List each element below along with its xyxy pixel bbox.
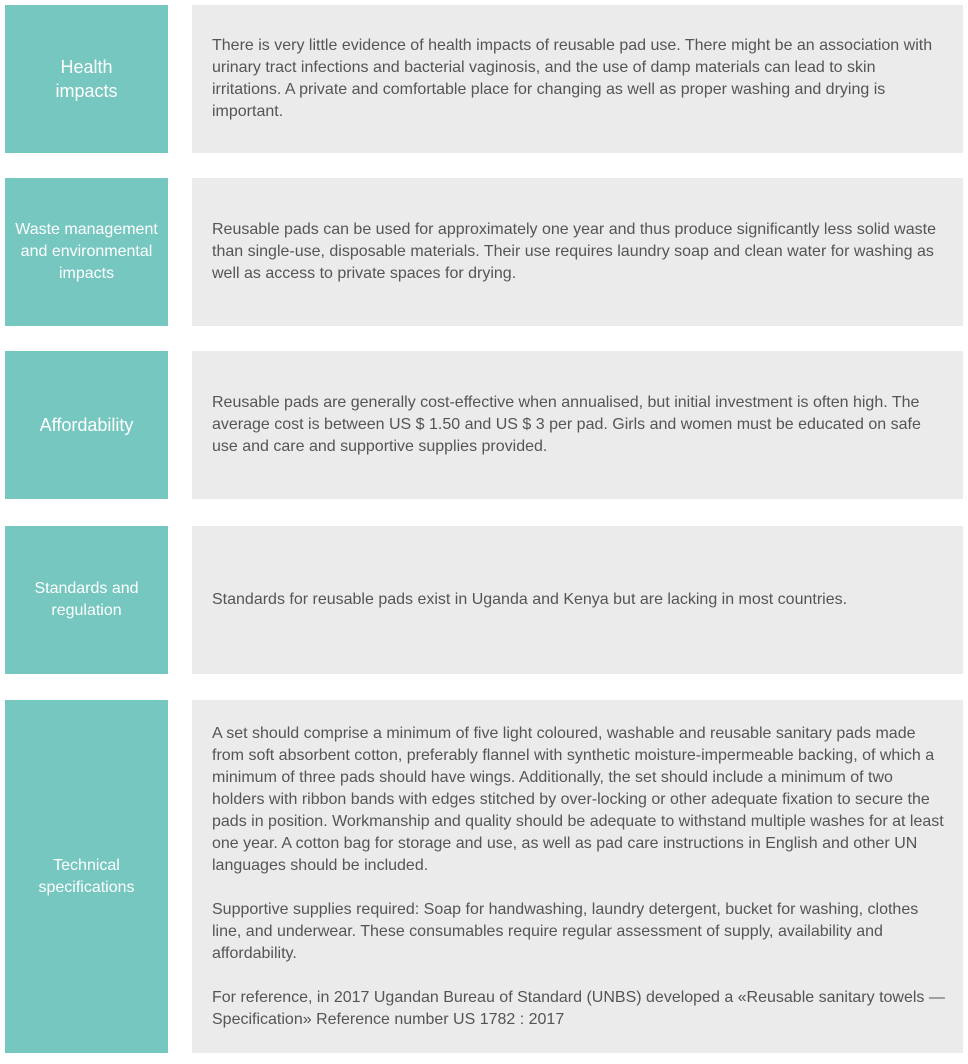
row-standards-regulation xyxy=(0,526,968,674)
row-paragraph: Supportive supplies required: Soap for handwashing, laundry detergent, bucket for washing, clothes line, and underwear. These consumables require regular assessment of supply, availability and affordability. xyxy=(212,900,919,962)
row-paragraph: Reusable pads can be used for approximately one year and thus produce significantly less solid waste than single-use, disposable materials. Their use requires laundry soap and clean water for washing as well as access to private spaces for drying. xyxy=(212,221,936,282)
row-content xyxy=(192,700,963,1053)
row-content xyxy=(192,351,963,499)
row-paragraph: Standards for reusable pads exist in Uganda and Kenya but are lacking in most countries. xyxy=(212,591,848,608)
row-paragraph: There is very little evidence of health impacts of reusable pad use. There might be an association with urinary tract infections and bacterial vaginosis, and the use of damp materials can lead to skin irritations. A private and comfortable place for changing as well as proper washing and drying is important. xyxy=(212,37,933,120)
row-label-text: Technical specifications xyxy=(38,856,135,896)
row-content xyxy=(192,526,963,674)
row-label xyxy=(5,178,168,326)
row-paragraph: Reusable pads are generally cost-effective when annualised, but initial investment is often high. The average cost is between US $ 1.50 and US $ 3 per pad. Girls and women must be educated on safe use and care and supportive supplies provided. xyxy=(212,394,921,455)
row-paragraph: A set should comprise a minimum of five light coloured, washable and reusable sanitary pads made from soft absorbent cotton, preferably flannel with synthetic moisture-impermeable backing, of which a minimum of three pads should have wings. Additionally, the set should include a minimum of two holders with ribbon bands with edges stitched by over-locking or other adequate fixation to secure the pads in position. Workmanship and quality should be adequate to withstand multiple washes for at least one year. A cotton bag for storage and use, as well as pad care instructions in English and other UN languages should be included. xyxy=(212,724,944,874)
row-technical-specifications xyxy=(0,700,968,1053)
row-health-impacts xyxy=(0,5,968,153)
row-label-text: Standards and regulation xyxy=(34,580,139,619)
row-waste-management xyxy=(0,178,968,326)
row-affordability xyxy=(0,351,968,499)
row-label xyxy=(5,351,168,499)
row-content xyxy=(192,5,963,153)
row-content xyxy=(192,178,963,326)
row-label xyxy=(5,700,168,1053)
row-label xyxy=(5,526,168,674)
row-label-text: Health impacts xyxy=(55,57,118,101)
row-label-text: Waste management and environmental impacts xyxy=(15,221,158,282)
row-label-text: Affordability xyxy=(39,415,134,435)
row-paragraph: For reference, in 2017 Ugandan Bureau of Standard (UNBS) developed a «Reusable sanitary towels — Specification» Reference number US 1782 : 2017 xyxy=(212,988,945,1028)
row-label xyxy=(5,5,168,153)
